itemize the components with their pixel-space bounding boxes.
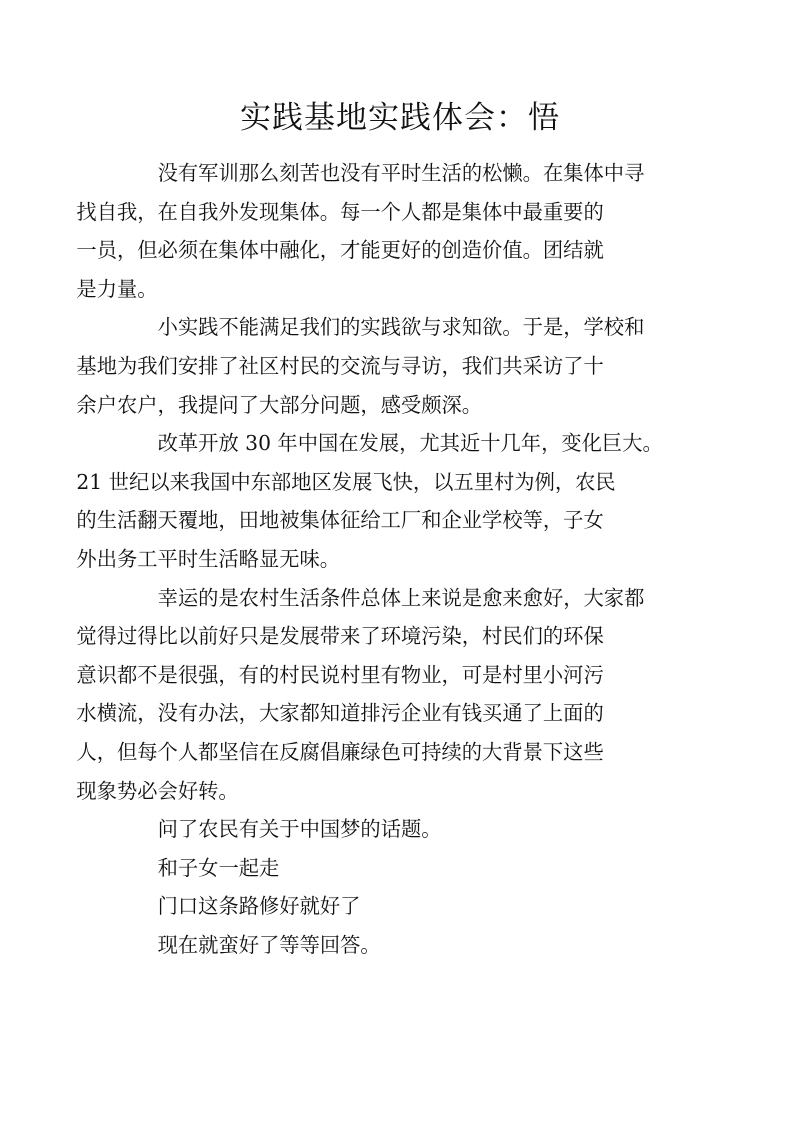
text-line: 意识都不是很强，有的村民说村里有物业，可是村里小河污 <box>76 662 604 687</box>
text-line: 改革开放 30 年中国在发展，尤其近十几年，变化巨大。 <box>157 431 663 456</box>
text-line: 小实践不能满足我们的实践欲与求知欲。于是，学校和 <box>157 315 645 340</box>
text-line: 基地为我们安排了社区村民的交流与寻访，我们共采访了十 <box>76 353 604 378</box>
text-line: 人，但每个人都坚信在反腐倡廉绿色可持续的大背景下这些 <box>76 739 604 764</box>
paragraph-7 <box>117 887 689 926</box>
text-line: 和子女一起走 <box>157 855 280 880</box>
text-line: 觉得过得比以前好只是发展带来了环境污染，村民们的环保 <box>76 624 604 649</box>
text-line: 问了农民有关于中国梦的话题。 <box>157 817 442 842</box>
paragraph-6 <box>117 849 689 888</box>
text-line: 是力量。 <box>76 276 158 301</box>
paragraph-1 <box>76 154 689 308</box>
paragraph-5 <box>117 810 689 849</box>
paragraph-4 <box>76 579 689 811</box>
text-line: 余户农户，我提问了大部分问题，感受颇深。 <box>76 392 483 417</box>
text-line: 21 世纪以来我国中东部地区发展飞快，以五里村为例，农民 <box>76 469 616 494</box>
page-title: 实践基地实践体会：悟 <box>240 100 560 136</box>
text-line: 现象势必会好转。 <box>76 778 239 803</box>
text-line: 现在就蛮好了等等回答。 <box>157 932 381 957</box>
text-line: 水横流，没有办法，大家都知道排污企业有钱买通了上面的 <box>76 701 604 726</box>
text-line: 门口这条路修好就好了 <box>157 894 361 919</box>
document-body <box>76 154 689 964</box>
text-line: 一员，但必须在集体中融化，才能更好的创造价值。团结就 <box>76 238 604 263</box>
text-line: 找自我，在自我外发现集体。每一个人都是集体中最重要的 <box>76 199 604 224</box>
text-line: 外出务工平时生活略显无味。 <box>76 546 341 571</box>
paragraph-2 <box>76 308 689 424</box>
paragraph-8 <box>117 926 689 965</box>
text-line: 的生活翻天覆地，田地被集体征给工厂和企业学校等，子女 <box>76 508 604 533</box>
text-line: 没有军训那么刻苦也没有平时生活的松懒。在集体中寻 <box>157 161 645 185</box>
paragraph-3 <box>76 424 689 578</box>
text-line: 幸运的是农村生活条件总体上来说是愈来愈好，大家都 <box>157 585 645 610</box>
